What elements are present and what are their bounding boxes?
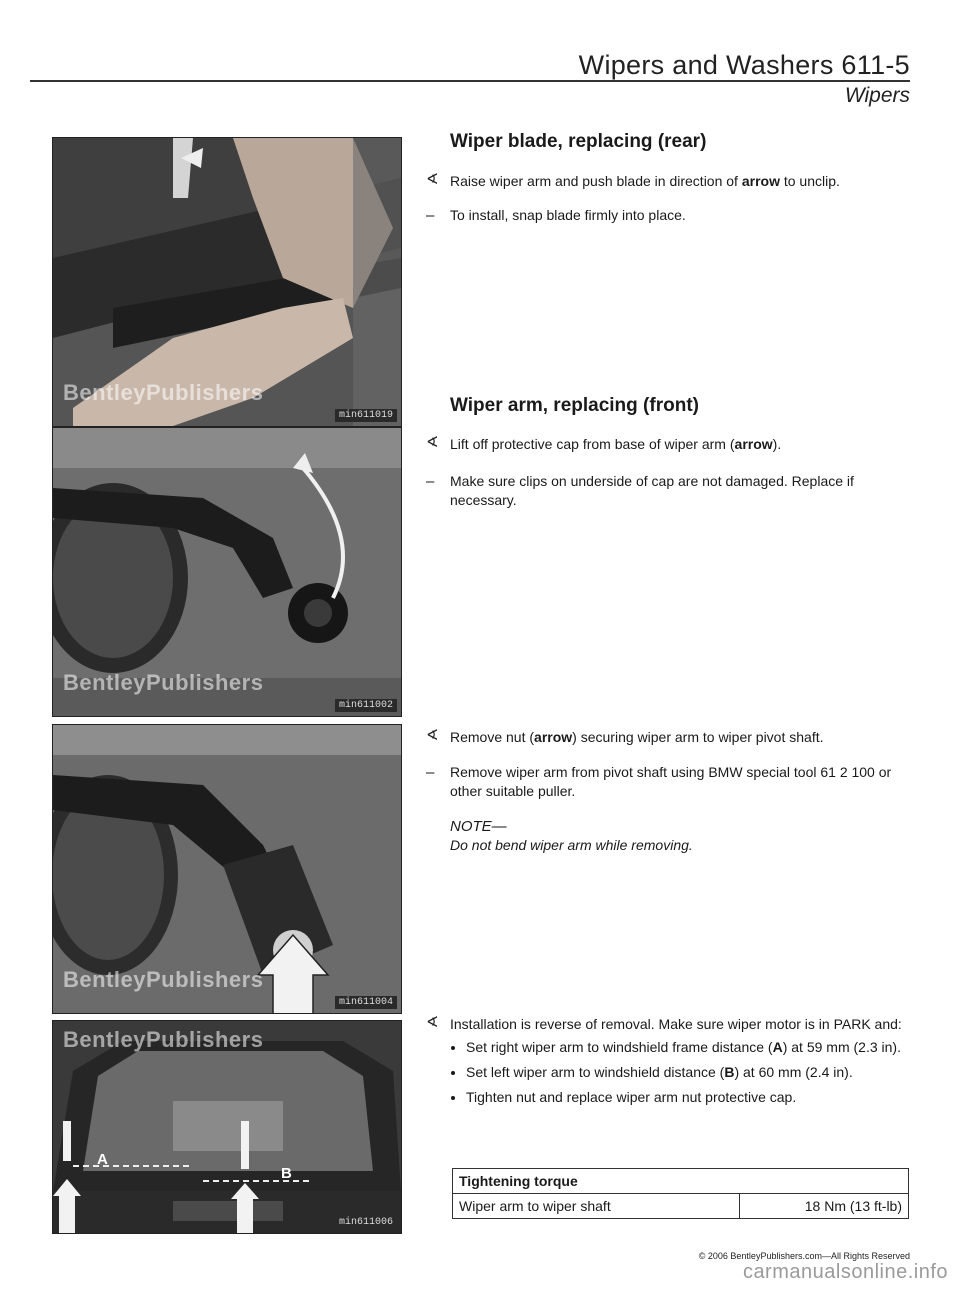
label-b: B [281,1165,292,1182]
dash-icon: – [426,473,435,490]
photo-protective-cap [52,427,402,717]
note-title: NOTE— [450,818,507,835]
copyright: © 2006 BentleyPublishers.com—All Rights Reserved [698,1251,910,1261]
pointer-arrow-icon: ∢ [426,434,439,451]
dash-icon: – [426,764,435,781]
pointer-arrow-icon: ∢ [426,171,439,188]
photo-watermark: BentleyPublishers [63,380,264,405]
photo-windshield-distances [52,1020,402,1234]
step-raise-wiper: ∢ Raise wiper arm and push blade in direction of arrow to unclip. [426,171,840,189]
step-remove-nut: ∢ Remove nut (arrow) securing wiper arm to wiper pivot shaft. [426,727,824,745]
table-cell-label: Wiper arm to wiper shaft [453,1194,740,1219]
photo-watermark: BentleyPublishers [63,1027,264,1052]
photo-nut [52,724,402,1014]
pointer-arrow-icon: ∢ [426,727,439,744]
bullet-tighten: • Tighten nut and replace wiper arm nut protective cap. [466,1088,910,1107]
install-bullets [450,1038,910,1107]
table-header-row [453,1169,909,1194]
header-rule [30,80,910,82]
table-cell-value: 18 Nm (13 ft-lb) [740,1194,909,1219]
note-body: Do not bend wiper arm while removing. [450,837,693,853]
photo-tag: min611002 [335,699,397,712]
section-subtitle: Wipers [844,84,910,107]
step-installation: ∢ Installation is reverse of removal. Make sure wiper motor is in PARK and: • Set right wiper arm to windshield frame distance (A) at 59 mm (2.3 in). • Set left wiper arm to windshield distance (B) at 60 mm (2.4 in). • Tighten nut and replace wiper arm nut protective cap. [450,1015,910,1113]
photo-tag: min611006 [335,1216,397,1229]
photo-wiper-blade-rear [52,137,402,427]
photo-tag: min611019 [335,409,397,422]
table-row [453,1194,909,1219]
step-lift-cap: ∢ Lift off protective cap from base of wiper arm (arrow). [426,434,782,452]
heading-wiper-blade: Wiper blade, replacing (rear) [450,131,707,152]
bullet-left-arm: • Set left wiper arm to windshield distance (B) at 60 mm (2.4 in). [466,1063,910,1082]
photo-watermark: BentleyPublishers [63,967,264,992]
step-install-blade: – To install, snap blade firmly into place. [426,207,686,224]
bullet-right-arm: • Set right wiper arm to windshield frame distance (A) at 59 mm (2.3 in). [466,1038,910,1057]
step-remove-arm: – Remove wiper arm from pivot shaft using BMW special tool 61 2 100 or other suitable puller. [426,764,892,799]
heading-wiper-arm: Wiper arm, replacing (front) [450,395,699,416]
photo-tag: min611004 [335,996,397,1009]
note-block [450,817,910,855]
pointer-arrow-icon: ∢ [426,1014,439,1031]
step-check-clips: – Make sure clips on underside of cap are not damaged. Replace if necessary. [426,473,854,508]
dash-icon: – [426,207,435,224]
torque-table [452,1168,909,1219]
label-a: A [97,1151,108,1168]
site-watermark: carmanualsonline.info [742,1261,948,1283]
table-header: Tightening torque [453,1169,909,1194]
page-title: Wipers and Washers 611-5 [578,50,910,80]
photo-watermark: BentleyPublishers [63,670,264,695]
